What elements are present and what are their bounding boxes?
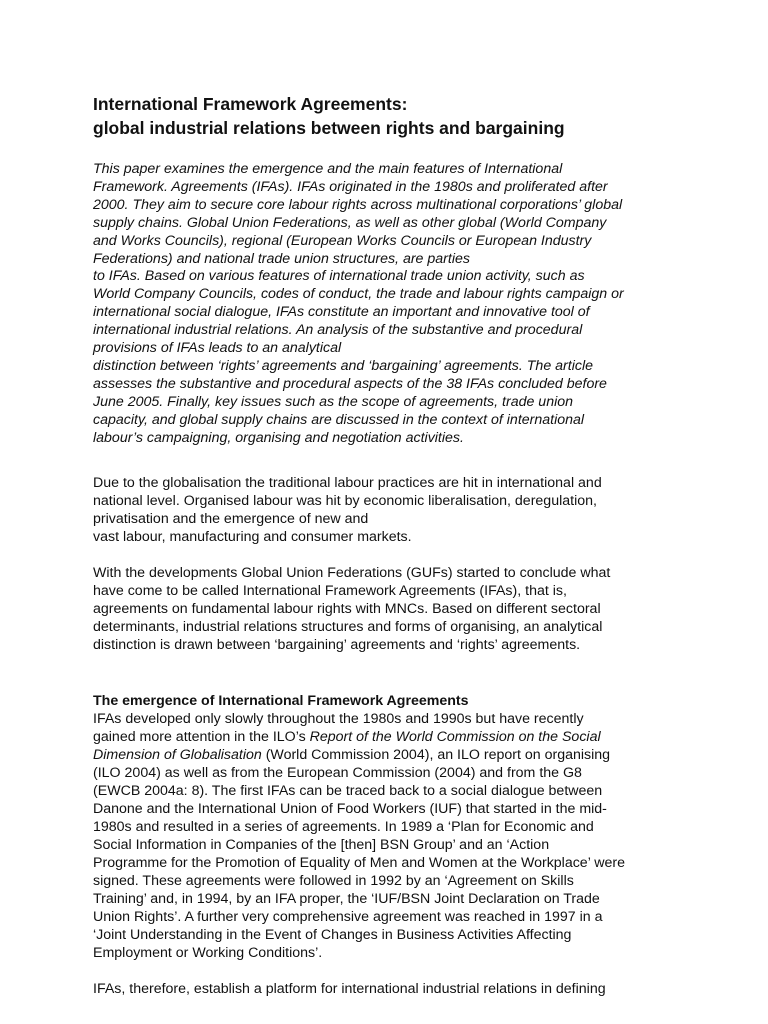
paragraph-gufs [93,564,676,654]
title-line-2: global industrial relations between rights and bargaining [93,118,565,138]
abstract-line: capacity, and global supply chains are discussed in the context of international [93,411,585,428]
paragraph-line: determinants, industrial relations structures and forms of organising, an analytical [93,618,603,635]
abstract-line: international industrial relations. An analysis of the substantive and procedural [93,322,583,339]
text-run: (World Commission 2004), an ILO report on organising [261,746,611,763]
abstract-line: June 2005. Finally, key issues such as the scope of agreements, trade union [93,393,574,410]
paragraph-line: 1980s and resulted in a series of agreements. In 1989 a ‘Plan for Economic and [93,818,594,835]
paragraph-line: Danone and the International Union of Food Workers (IUF) that started in the mid- [93,800,607,817]
document-title [93,92,676,140]
paragraph-line: With the developments Global Union Federations (GUFs) started to conclude what [93,564,611,581]
paragraph-line: IFAs, therefore, establish a platform for international industrial relations in defining [93,980,606,997]
paragraph-line: Union Rights’. A further very comprehensive agreement was reached in 1997 in a [93,908,603,925]
paragraph-line: Training’ and, in 1994, by an IFA proper, the ‘IUF/BSN Joint Declaration on Trade [93,890,600,907]
paragraph-line: (EWCB 2004a: 8). The first IFAs can be traced back to a social dialogue between [93,782,603,799]
paragraph-line: Programme for the Promotion of Equality of Men and Women at the Workplace’ were [93,854,626,871]
abstract-line: labour’s campaigning, organising and negotiation activities. [93,429,464,446]
paragraph-line: vast labour, manufacturing and consumer markets. [93,528,412,545]
paragraph-line [93,746,676,764]
abstract [93,161,676,448]
abstract-line: and Works Councils), regional (European Works Councils or European Industry [93,232,592,249]
paragraph-line: ‘Joint Understanding in the Event of Changes in Business Activities Affecting [93,926,572,943]
paragraph-line: Social Information in Companies of the [then] BSN Group’ and an ‘Action [93,836,550,853]
paragraph-line: Employment or Working Conditions’. [93,944,323,961]
paragraph-line: privatisation and the emergence of new and [93,510,369,527]
title-line-1: International Framework Agreements: [93,94,408,114]
paragraph-line: signed. These agreements were followed in 1992 by an ‘Agreement on Skills [93,872,574,889]
paragraph-emergence [93,710,676,962]
document-page [93,92,676,998]
abstract-line: Federations) and national trade union structures, are parties [93,250,470,267]
abstract-line: to IFAs. Based on various features of international trade union activity, such as [93,268,585,285]
paragraph-globalisation [93,474,676,546]
report-title-italic: Dimension of Globalisation [93,746,262,763]
paragraph-line: (ILO 2004) as well as from the European Commission (2004) and from the G8 [93,764,582,781]
abstract-line: supply chains. Global Union Federations, as well as other global (World Company [93,214,607,231]
abstract-line: assesses the substantive and procedural aspects of the 38 IFAs concluded before [93,375,607,392]
abstract-line: 2000. They aim to secure core labour rights across multinational corporations’ global [93,196,623,213]
paragraph-line: distinction is drawn between ‘bargaining’ agreements and ‘rights’ agreements. [93,636,581,653]
abstract-line: international social dialogue, IFAs constitute an important and innovative tool of [93,304,590,321]
paragraph-line: national level. Organised labour was hit by economic liberalisation, deregulation, [93,492,597,509]
abstract-line: This paper examines the emergence and the main features of International [93,161,563,177]
paragraph-line [93,728,676,746]
paragraph-line: agreements on fundamental labour rights with MNCs. Based on different sectoral [93,600,601,617]
text-run: gained more attention in the ILO’s [93,728,310,745]
report-title-italic: Report of the World Commission on the Social [309,728,601,745]
paragraph-platform [93,980,676,998]
paragraph-line: Due to the globalisation the traditional labour practices are hit in international and [93,474,602,491]
section-heading: The emergence of International Framework Agreements [93,692,469,709]
paragraph-line: have come to be called International Framework Agreements (IFAs), that is, [93,582,567,599]
paragraph-line: IFAs developed only slowly throughout the 1980s and 1990s but have recently [93,710,584,727]
abstract-line: Framework. Agreements (IFAs). IFAs originated in the 1980s and proliferated after [93,178,608,195]
abstract-line: World Company Councils, codes of conduct, the trade and labour rights campaign or [93,286,624,303]
abstract-line: distinction between ‘rights’ agreements and ‘bargaining’ agreements. The article [93,357,594,374]
abstract-line: provisions of IFAs leads to an analytical [93,340,342,357]
